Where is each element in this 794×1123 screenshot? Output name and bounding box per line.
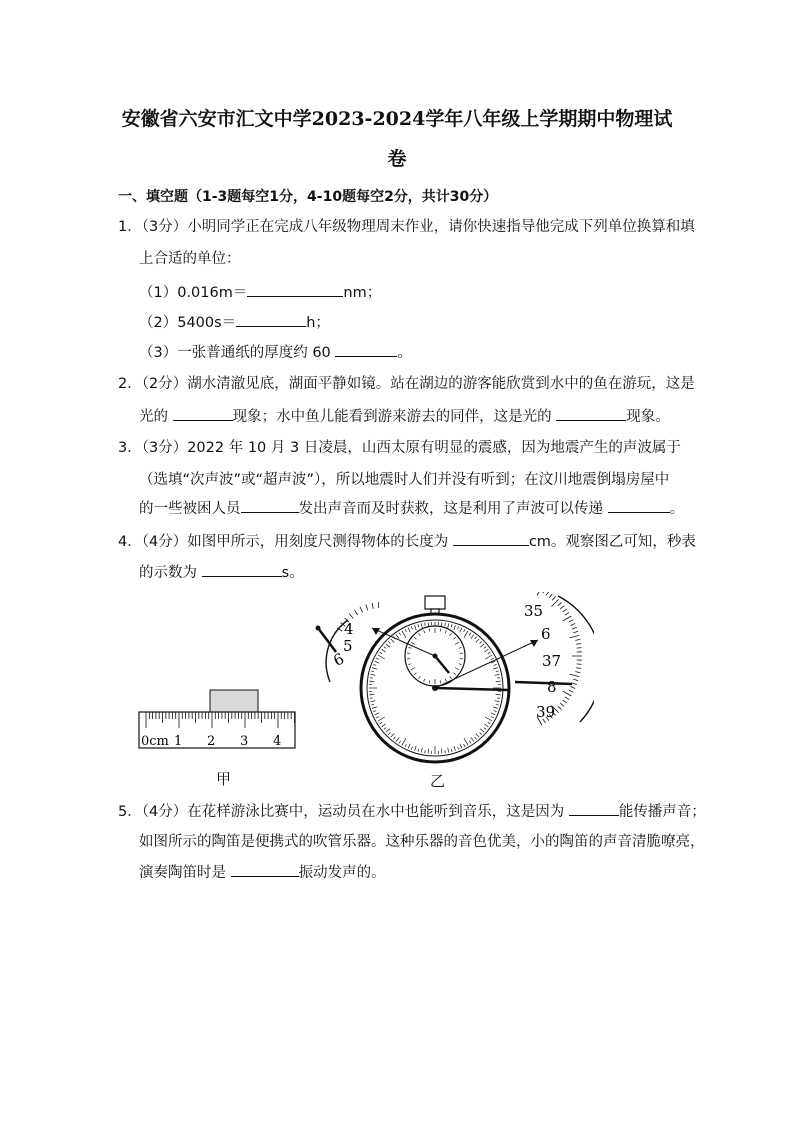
q5-blank-1[interactable] — [569, 801, 619, 816]
right-arc-tick — [573, 631, 578, 633]
q2-line2-prefix: 光的 — [139, 409, 173, 425]
right-arc-tick — [573, 679, 578, 681]
right-arc-tick — [543, 592, 546, 593]
right-magnifier-arc — [558, 596, 594, 722]
left-mag-label-6: 6 — [330, 649, 347, 670]
figure-jia-ruler — [130, 680, 310, 760]
right-arc-tick — [569, 620, 573, 622]
page-title-continued: 卷 — [387, 148, 407, 170]
right-arc-tick — [576, 643, 581, 644]
right-arc-tick — [560, 703, 564, 706]
right-arc-tick — [563, 691, 572, 696]
left-arc-tick — [366, 605, 368, 611]
figure-yi-stopwatch — [310, 592, 594, 772]
left-arc-tick — [360, 607, 363, 612]
right-arc-tick — [572, 627, 577, 629]
left-arc-tick — [354, 610, 357, 615]
left-arc-tick — [372, 603, 373, 609]
measured-block — [210, 690, 258, 712]
right-arc-tick — [560, 606, 564, 609]
q3-line3-prefix: 的一些被困人员 — [139, 501, 241, 517]
q4-line1 — [118, 531, 696, 552]
right-arc-tick — [549, 594, 552, 598]
q3-line3-suffix: 。 — [669, 501, 685, 517]
q2-line2-suffix: 现象。 — [626, 409, 670, 425]
q1-part1-blank[interactable] — [247, 282, 343, 297]
right-arc-tick — [552, 597, 555, 601]
q4-line2-suffix: s。 — [281, 565, 304, 581]
q5-line2: 如图所示的陶笛是便携式的吹管乐器。这种乐器的音色优美，小的陶笛的声音清脆嘹亮， — [139, 834, 705, 850]
q5-line1-suffix: 能传播声音； — [618, 804, 706, 820]
q1-part3 — [139, 342, 412, 363]
figure-jia-label: 甲 — [216, 770, 232, 788]
q1-part2-suffix: h； — [306, 315, 330, 331]
q5-line3 — [139, 862, 386, 883]
figure-yi-label: 乙 — [430, 772, 446, 790]
left-mag-label-4: 4 — [344, 620, 354, 638]
right-arc-tick — [563, 616, 572, 621]
q2-blank-2[interactable] — [556, 406, 626, 421]
right-arc-tick — [570, 674, 580, 677]
page-title: 安徽省六安市汇文中学2023-2024学年八年级上学期期中物理试 — [121, 108, 673, 130]
q1-part3-blank[interactable] — [335, 342, 397, 357]
right-arc-tick — [563, 700, 567, 703]
q1-part3-prefix: （3）一张普通纸的厚度约 60 — [139, 345, 336, 361]
q3-line3-middle: 发出声音而及时获救，这是利用了声波可以传递 — [298, 501, 608, 517]
right-arc-tick — [577, 664, 582, 665]
right-arc-tick — [565, 612, 569, 615]
right-arc-tick — [537, 592, 542, 595]
q3-blank-2[interactable] — [608, 498, 670, 513]
right-mag-label-6: 6 — [541, 625, 551, 643]
q1-part2 — [139, 312, 330, 333]
right-mag-label-37: 37 — [542, 652, 562, 670]
q1-part1 — [139, 282, 381, 303]
right-arc-tick — [572, 683, 577, 685]
q2-line2 — [139, 406, 670, 427]
section-heading: 一、填空题（1-3题每空1分，4-10题每空2分，共计30分） — [118, 189, 498, 205]
q1-part1-prefix: （1）0.016m＝ — [139, 285, 248, 301]
q5-line1-prefix: 5．（4分）在花样游泳比赛中，运动员在水中也能听到音乐，这是因为 — [118, 804, 569, 820]
q5-line3-suffix: 振动发声的。 — [298, 865, 386, 881]
right-mag-label-39: 39 — [536, 703, 556, 721]
left-arc-tick — [349, 614, 353, 619]
right-arc-tick — [571, 687, 576, 689]
q2-blank-1[interactable] — [173, 406, 233, 421]
right-arc-tick — [571, 623, 576, 625]
right-arc-tick — [551, 599, 558, 606]
q2-line2-middle: 现象；水中鱼儿能看到游来游去的同伴，这是光的 — [232, 409, 557, 425]
q3-line1: 3．（3分）2022 年 10 月 3 日凌晨，山西太原有明显的震感，因为地震产生的声波属于 — [118, 440, 681, 456]
left-mag-label-5: 5 — [343, 637, 353, 655]
q5-line3-prefix: 演奏陶笛时是 — [139, 865, 231, 881]
q4-line1-suffix: cm。观察图乙可知，秒表 — [528, 534, 696, 550]
q1-stem-line2: 上合适的单位： — [139, 251, 241, 267]
q3-line3 — [139, 498, 684, 519]
stopwatch-crown — [425, 596, 445, 609]
q4-line1-prefix: 4．（4分）如图甲所示，用刻度尺测得物体的长度为 — [118, 534, 453, 550]
ruler-label-3: 3 — [240, 734, 249, 749]
right-arc-tick — [575, 672, 580, 673]
ruler-label-0: 0cm — [141, 734, 169, 749]
left-needle-tip — [316, 626, 321, 631]
q1-part2-prefix: （2）5400s＝ — [139, 315, 237, 331]
right-arc-tick — [558, 602, 562, 605]
q3-blank-1[interactable] — [241, 498, 299, 513]
right-arc-tick — [563, 609, 567, 612]
q2-line1: 2．（2分）湖水清澈见底，湖面平静如镜。站在湖边的游客能欣赏到水中的鱼在游玩，这是 — [118, 376, 695, 392]
q5-line1 — [118, 801, 706, 822]
right-arc-tick — [569, 690, 573, 692]
q4-blank-1[interactable] — [453, 531, 529, 546]
right-arc-tick — [570, 635, 580, 638]
right-arc-tick — [565, 697, 569, 700]
right-arc-tick — [576, 668, 581, 669]
q4-blank-2[interactable] — [202, 562, 282, 577]
right-arc-tick — [577, 648, 582, 649]
right-magnifier-needle — [515, 682, 572, 684]
ruler-label-4: 4 — [273, 734, 282, 749]
right-arc-tick — [546, 592, 549, 595]
q1-part3-suffix: 。 — [397, 345, 412, 361]
q1-part1-suffix: nm； — [343, 285, 382, 301]
q4-line2-prefix: 的示数为 — [139, 565, 202, 581]
right-arc-tick — [575, 639, 580, 640]
q5-blank-2[interactable] — [231, 862, 299, 877]
right-arc-tick — [558, 706, 562, 709]
ruler-label-1: 1 — [174, 734, 183, 749]
q1-stem-line1: 1．（3分）小明同学正在完成八年级物理周末作业，请你快速指导他完成下列单位换算和填 — [118, 219, 695, 235]
right-mag-label-8: 8 — [547, 678, 557, 696]
left-magnifier-needle — [318, 628, 336, 652]
right-mag-label-35: 35 — [524, 602, 544, 620]
q4-line2 — [139, 562, 304, 583]
q3-line2: （选填“次声波”或“超声波”），所以地震时人们并没有听到；在汶川地震倒塌房屋中 — [139, 472, 670, 488]
ruler-label-2: 2 — [207, 734, 216, 749]
q1-part2-blank[interactable] — [236, 312, 306, 327]
